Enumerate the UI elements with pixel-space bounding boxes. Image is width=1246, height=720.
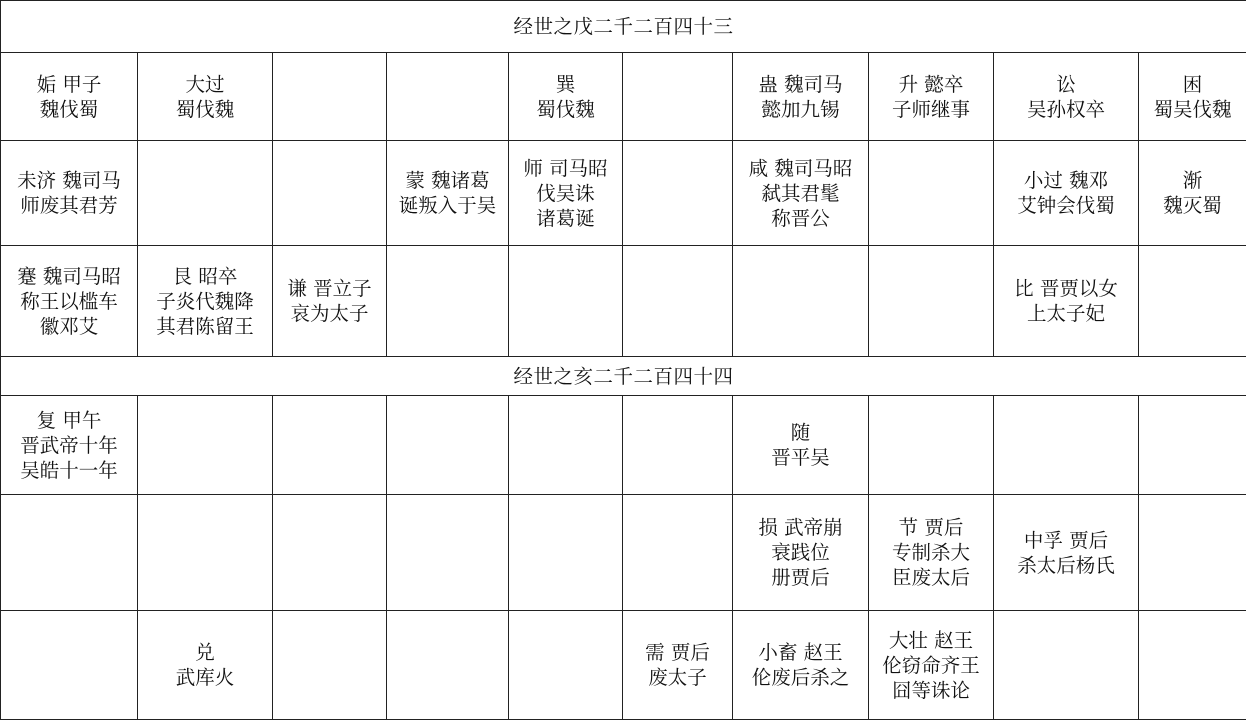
table-cell bbox=[994, 53, 1139, 141]
cell-line: 大壮 赵王 bbox=[869, 628, 993, 653]
cell-line: 子师继事 bbox=[869, 97, 993, 122]
table-cell bbox=[509, 246, 623, 357]
cell-line: 徽邓艾 bbox=[1, 314, 137, 339]
table-cell bbox=[623, 246, 733, 357]
table-cell bbox=[509, 495, 623, 611]
table-cell bbox=[994, 396, 1139, 495]
cell-line: 晋平吴 bbox=[733, 445, 868, 470]
cell-line: 需 贾后 bbox=[623, 640, 732, 665]
cell-line: 复 甲午 bbox=[1, 408, 137, 433]
table-cell bbox=[733, 495, 869, 611]
cell-line: 杀太后杨氏 bbox=[994, 553, 1138, 578]
table-cell bbox=[1, 396, 138, 495]
cell-line: 渐 bbox=[1139, 168, 1246, 193]
cell-line: 蜀吴伐魏 bbox=[1139, 97, 1246, 122]
table-cell bbox=[273, 141, 387, 246]
cell-line: 伐吴诛 bbox=[509, 181, 622, 206]
table-cell bbox=[1, 495, 138, 611]
cell-line: 魏灭蜀 bbox=[1139, 193, 1246, 218]
table-row bbox=[1, 611, 1246, 720]
table-cell bbox=[1139, 246, 1246, 357]
table-cell bbox=[138, 53, 273, 141]
cell-line: 懿加九锡 bbox=[733, 97, 868, 122]
table-cell bbox=[509, 396, 623, 495]
table-cell bbox=[994, 495, 1139, 611]
table-cell bbox=[273, 396, 387, 495]
cell-line: 伦废后杀之 bbox=[733, 665, 868, 690]
cell-line: 巽 bbox=[509, 72, 622, 97]
cell-line: 臣废太后 bbox=[869, 565, 993, 590]
cell-line: 诞叛入于吴 bbox=[387, 193, 508, 218]
table-cell bbox=[509, 611, 623, 720]
table-cell bbox=[1, 246, 138, 357]
cell-line: 姤 甲子 bbox=[1, 72, 137, 97]
cell-line: 小过 魏邓 bbox=[994, 168, 1138, 193]
cell-line: 升 懿卒 bbox=[869, 72, 993, 97]
cell-line: 专制杀大 bbox=[869, 540, 993, 565]
cell-line: 比 晋贾以女 bbox=[994, 276, 1138, 301]
table-cell bbox=[138, 396, 273, 495]
table-cell bbox=[623, 495, 733, 611]
table-cell bbox=[623, 53, 733, 141]
table-cell bbox=[623, 396, 733, 495]
table-row bbox=[1, 141, 1246, 246]
table-cell bbox=[869, 53, 994, 141]
table-cell bbox=[387, 246, 509, 357]
table-cell bbox=[138, 611, 273, 720]
cell-line: 艮 昭卒 bbox=[138, 264, 272, 289]
cell-line: 蜀伐魏 bbox=[138, 97, 272, 122]
cell-line: 武库火 bbox=[138, 665, 272, 690]
cell-line: 弑其君髦 bbox=[733, 181, 868, 206]
table-cell bbox=[869, 246, 994, 357]
cell-line: 哀为太子 bbox=[273, 301, 386, 326]
cell-line: 蹇 魏司马昭 bbox=[1, 264, 137, 289]
cell-line: 困 bbox=[1139, 72, 1246, 97]
table-cell bbox=[1139, 141, 1246, 246]
cell-line: 未济 魏司马 bbox=[1, 168, 137, 193]
table-cell bbox=[273, 611, 387, 720]
table-cell bbox=[733, 53, 869, 141]
table-row bbox=[1, 495, 1246, 611]
table-cell bbox=[138, 495, 273, 611]
cell-line: 师废其君芳 bbox=[1, 193, 137, 218]
cell-line: 蜀伐魏 bbox=[509, 97, 622, 122]
cell-line: 小畜 赵王 bbox=[733, 640, 868, 665]
table-cell bbox=[387, 396, 509, 495]
table-cell bbox=[869, 141, 994, 246]
table-cell bbox=[387, 611, 509, 720]
table-cell bbox=[994, 141, 1139, 246]
cell-line: 囧等诛论 bbox=[869, 678, 993, 703]
table-cell bbox=[733, 611, 869, 720]
section-title: 经世之戊二千二百四十三 bbox=[1, 1, 1246, 53]
cell-line: 随 bbox=[733, 420, 868, 445]
cell-line: 师 司马昭 bbox=[509, 156, 622, 181]
table-cell bbox=[273, 495, 387, 611]
cell-line: 吴孙权卒 bbox=[994, 97, 1138, 122]
cell-line: 子炎代魏降 bbox=[138, 289, 272, 314]
cell-line: 伦窃命齐王 bbox=[869, 653, 993, 678]
table-cell bbox=[509, 141, 623, 246]
table-cell bbox=[733, 396, 869, 495]
table-cell bbox=[1, 141, 138, 246]
cell-line: 谦 晋立子 bbox=[273, 276, 386, 301]
cell-line: 大过 bbox=[138, 72, 272, 97]
table-cell bbox=[1139, 396, 1246, 495]
table-cell bbox=[623, 611, 733, 720]
table-cell bbox=[733, 246, 869, 357]
cell-line: 节 贾后 bbox=[869, 515, 993, 540]
table-cell bbox=[1139, 495, 1246, 611]
cell-line: 咸 魏司马昭 bbox=[733, 156, 868, 181]
table-cell bbox=[1, 611, 138, 720]
cell-line: 讼 bbox=[994, 72, 1138, 97]
cell-line: 蛊 魏司马 bbox=[733, 72, 868, 97]
cell-line: 诸葛诞 bbox=[509, 206, 622, 231]
table-row bbox=[1, 396, 1246, 495]
cell-line: 衰践位 bbox=[733, 540, 868, 565]
table-cell bbox=[994, 611, 1139, 720]
table-cell bbox=[138, 246, 273, 357]
table-cell bbox=[1, 53, 138, 141]
table-cell bbox=[869, 611, 994, 720]
table-cell bbox=[387, 53, 509, 141]
table-cell bbox=[273, 53, 387, 141]
section-title-row bbox=[1, 1, 1246, 53]
cell-line: 蒙 魏诸葛 bbox=[387, 168, 508, 193]
cell-line: 其君陈留王 bbox=[138, 314, 272, 339]
table-cell bbox=[273, 246, 387, 357]
cell-line: 称晋公 bbox=[733, 206, 868, 231]
cell-line: 艾钟会伐蜀 bbox=[994, 193, 1138, 218]
table-cell bbox=[869, 495, 994, 611]
table-cell bbox=[1139, 611, 1246, 720]
table-cell bbox=[869, 396, 994, 495]
table-cell bbox=[387, 495, 509, 611]
cell-line: 上太子妃 bbox=[994, 301, 1138, 326]
table-cell bbox=[138, 141, 273, 246]
section-title-row bbox=[1, 357, 1246, 396]
cell-line: 废太子 bbox=[623, 665, 732, 690]
cell-line: 称王以槛车 bbox=[1, 289, 137, 314]
cell-line: 损 武帝崩 bbox=[733, 515, 868, 540]
cell-line: 册贾后 bbox=[733, 565, 868, 590]
table-cell bbox=[387, 141, 509, 246]
section-title: 经世之亥二千二百四十四 bbox=[1, 357, 1246, 396]
cell-line: 兑 bbox=[138, 640, 272, 665]
table-row bbox=[1, 246, 1246, 357]
table-cell bbox=[994, 246, 1139, 357]
cell-line: 中孚 贾后 bbox=[994, 528, 1138, 553]
table-row bbox=[1, 53, 1246, 141]
cell-line: 吴皓十一年 bbox=[1, 458, 137, 483]
table-cell bbox=[509, 53, 623, 141]
table-cell bbox=[623, 141, 733, 246]
cell-line: 魏伐蜀 bbox=[1, 97, 137, 122]
table-cell bbox=[1139, 53, 1246, 141]
table-cell bbox=[733, 141, 869, 246]
cell-line: 晋武帝十年 bbox=[1, 433, 137, 458]
